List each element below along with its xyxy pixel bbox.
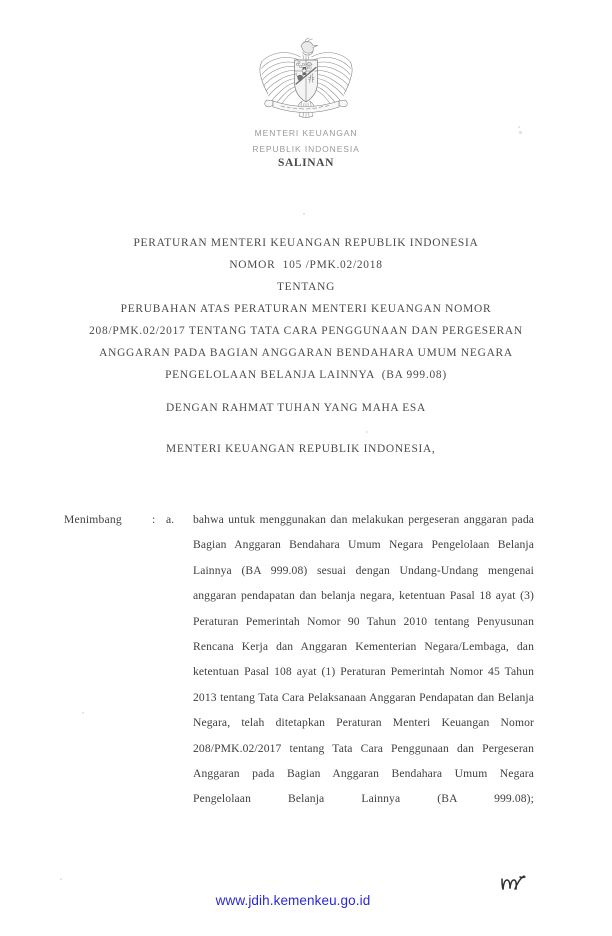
title-line: PERUBAHAN ATAS PERATURAN MENTERI KEUANGAN NOMOR [120,303,492,315]
title-line: ANGGARAN PADA BAGIAN ANGGARAN BENDAHARA UMUM NEGARA [99,347,513,359]
title-line-tentang: TENTANG [276,281,336,293]
scan-artifact [82,712,84,714]
invocation-text: DENGAN RAHMAT TUHAN YANG MAHA ESA [166,402,426,414]
garuda-pancasila-emblem [253,36,359,124]
regulation-title-block [56,232,556,386]
clause-item-marker: a. [166,513,175,526]
regulation-number-line: NOMOR 105 /PMK.02/2018 [229,259,383,271]
clause-row [64,507,554,837]
scan-artifact [60,878,62,880]
ministry-name-line-1: MENTERI KEUANGAN [254,128,358,138]
considering-clause [64,507,554,837]
title-line: PERATURAN MENTERI KEUANGAN REPUBLIK INDONESIA [133,237,479,249]
handwritten-initial-mark [498,873,528,895]
clause-body-text: bahwa untuk menggunakan dan melakukan pergeseran anggaran pada Bagian Anggaran Bendahara Umum Negara Pengelolaan Belanja Lainnya (BA 999.08) sesuai dengan Undang-Undang mengenai anggaran pendapatan dan belanja negara, ketentuan Pasal 18 ayat (3) Peraturan Pemerintah Nomor 90 Tahun 2010 tentang Penyusunan Rencana Kerja dan Anggaran Kementerian Negara/Lembaga, dan ketentuan Pasal 108 ayat (1) Peraturan Pemerintah Nomor 45 Tahun 2013 tentang Tata Cara Pelaksanaan Anggaran Pendapatan dan Belanja Negara, telah ditetapkan Peraturan Menteri Keuangan Nomor 208/PMK.02/2017 tentang Tata Cara Penggunaan dan Pergeseran Anggaran pada Bagian Anggaran Bendahara Umum Negara Pengelolaan Belanja Lainnya (BA 999.08); [193,513,534,806]
copy-mark-salinan: SALINAN [278,157,334,169]
scan-artifact [303,213,305,215]
scan-artifact [519,131,522,134]
enacting-authority: MENTERI KEUANGAN REPUBLIK INDONESIA, [166,443,436,455]
footer-jdih-url[interactable]: www.jdih.kemenkeu.go.id [215,893,371,908]
invocation-block [166,401,546,416]
clause-label-menimbang: Menimbang [64,513,122,526]
scan-artifact [518,126,520,128]
title-line: PENGELOLAAN BELANJA LAINNYA (BA 999.08) [165,369,447,381]
scan-artifact [366,431,368,433]
ministry-name-line-2: REPUBLIK INDONESIA [252,143,360,154]
clause-colon: : [152,513,156,526]
masthead [0,36,612,170]
title-line: 208/PMK.02/2017 TENTANG TATA CARA PENGGUNAAN DAN PERGESERAN [89,325,523,337]
